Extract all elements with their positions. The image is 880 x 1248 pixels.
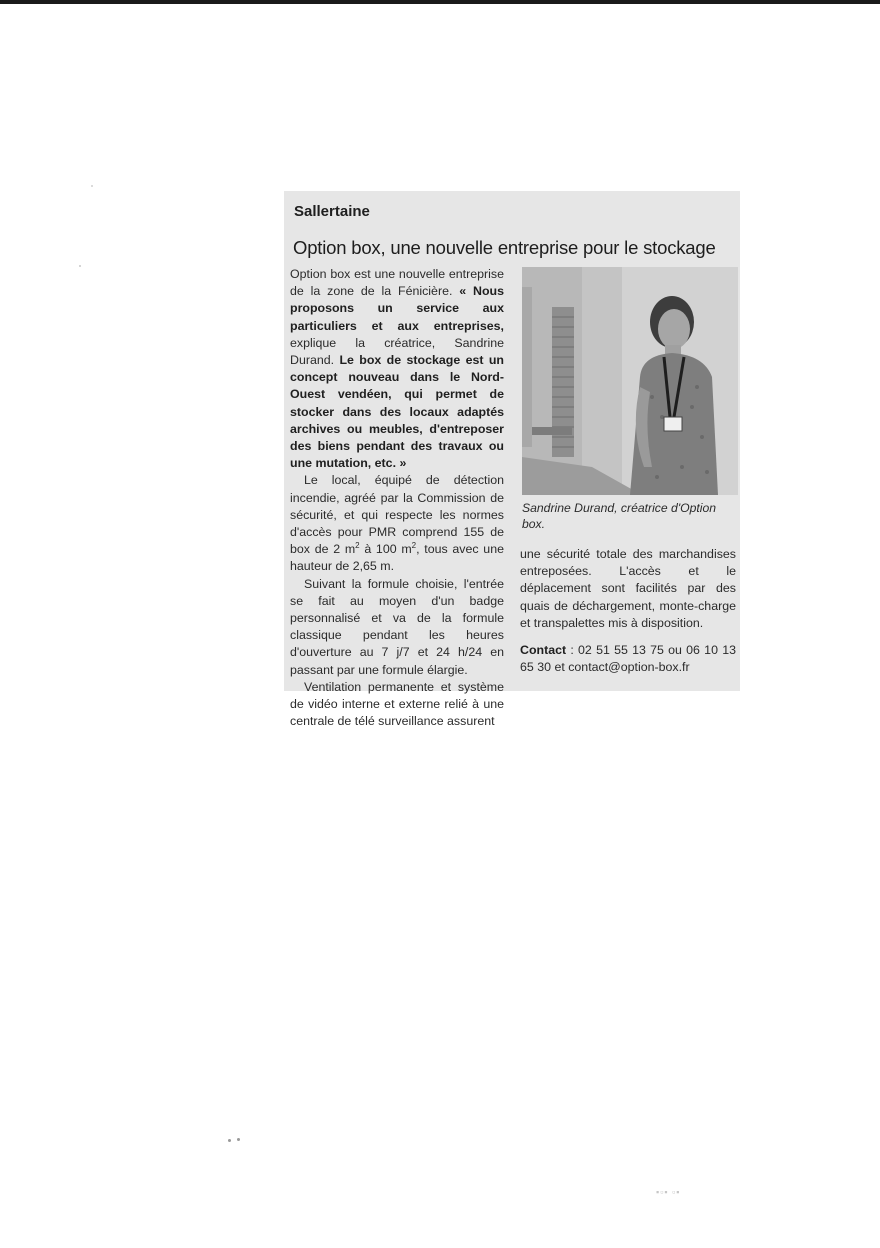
intro-bold-concept: Le box de stockage est un concept nouveau dans le Nord-Ouest vendéen, qui permet de stocker dans des locaux adaptés archives ou meubles, d'entreposer des biens pendant des travaux ou une mutation, etc. » bbox=[290, 353, 504, 471]
premises-text-b: à 100 m bbox=[359, 542, 412, 557]
contact-label: Contact bbox=[520, 643, 567, 658]
scan-speck bbox=[228, 1139, 231, 1142]
premises-sup-2: 2 bbox=[411, 541, 417, 551]
scan-top-edge bbox=[0, 0, 880, 4]
paragraph-intro bbox=[290, 266, 504, 472]
photo-woman-in-storage-corridor bbox=[522, 267, 738, 495]
newspaper-clipping bbox=[284, 191, 740, 729]
article-column-right bbox=[520, 546, 736, 676]
intro-quote-bold: « Nous proposons un service aux particuliers et aux entreprises, bbox=[290, 284, 505, 333]
article-location-kicker: Sallertaine bbox=[294, 203, 370, 220]
paragraph-security-start: Ventilation permanente et système de vidéo interne et externe relié à une centrale de télé surveillance assurent bbox=[290, 679, 504, 729]
premises-sup-1: 2 bbox=[355, 541, 360, 551]
paragraph-premises bbox=[290, 472, 504, 575]
intro-quote-tail: explique la créatrice, Sandrine Durand. bbox=[290, 335, 504, 368]
scan-speck bbox=[91, 185, 93, 187]
paragraph-security-end: une sécurité totale des marchandises entreposées. L'accès et le déplacement sont facilités par des quais de déchargement, monte-charge et transpalettes mis à disposition. bbox=[520, 547, 736, 630]
contact-details: : 02 51 55 13 75 ou 06 10 13 65 30 et contact@option-box.fr bbox=[520, 643, 736, 675]
paragraph-access: Suivant la formule choisie, l'entrée se fait au moyen d'un badge personnalisé et va de la formule classique pendant les heures d'ouverture au 7 j/7 et 24 h/24 en passant par une formule élargie. bbox=[290, 576, 504, 677]
paragraph-contact bbox=[520, 642, 736, 676]
article-column-left bbox=[290, 266, 504, 730]
scan-speck bbox=[79, 265, 81, 267]
article-photo bbox=[522, 267, 738, 495]
article-headline: Option box, une nouvelle entreprise pour le stockage bbox=[293, 237, 716, 258]
premises-text-c: , tous avec une hauteur de 2,65 m. bbox=[290, 542, 504, 574]
scan-bleed-through: ▪▫▪ ▫▪ bbox=[656, 1187, 681, 1197]
intro-lead: Option box est une nouvelle entreprise de la zone de la Fénicière. bbox=[290, 267, 504, 299]
photo-caption: Sandrine Durand, créatrice d'Option box. bbox=[522, 501, 717, 531]
premises-text-a: Le local, équipé de détection incendie, agréé par la Commission de sécurité, et qui respecte les normes d'accès pour PMR comprend 155 de box de 2 m bbox=[290, 473, 504, 557]
scan-speck bbox=[237, 1138, 240, 1141]
